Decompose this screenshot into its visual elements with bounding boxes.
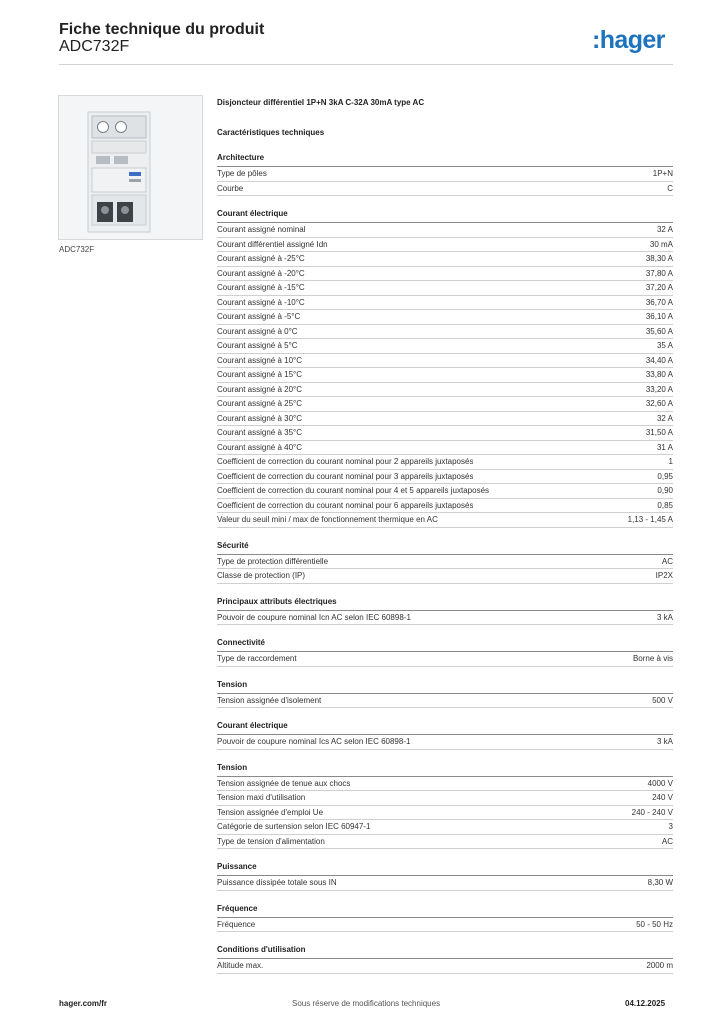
spec-row xyxy=(217,918,673,933)
spec-value: 8,30 W xyxy=(647,878,673,887)
spec-row xyxy=(217,735,673,750)
spec-label: Type de protection différentielle xyxy=(217,556,329,566)
spec-label: Courant assigné à -15°C xyxy=(217,283,305,292)
spec-label: Courant assigné à -5°C xyxy=(217,312,301,321)
spec-row xyxy=(217,310,673,325)
spec-label: Fréquence xyxy=(217,919,256,929)
spec-row xyxy=(217,412,673,427)
spec-row xyxy=(217,354,673,369)
spec-label: Courant assigné à 15°C xyxy=(217,370,303,379)
spec-section xyxy=(217,540,673,584)
spec-label: Coefficient de correction du courant nominal pour 4 et 5 appareils juxtaposés xyxy=(217,486,490,495)
spec-label: Courant assigné à 0°C xyxy=(217,326,298,336)
spec-label: Courant assigné à 20°C xyxy=(217,384,303,394)
section-title: Courant électrique xyxy=(217,208,673,223)
spec-value: 38,30 A xyxy=(645,254,673,263)
spec-label: Classe de protection (IP) xyxy=(217,571,306,580)
spec-row xyxy=(217,252,673,267)
spec-row xyxy=(217,426,673,441)
spec-row xyxy=(217,325,673,340)
section-title: Puissance xyxy=(217,861,673,876)
spec-value: 240 V xyxy=(652,793,673,802)
spec-section xyxy=(217,762,673,850)
spec-row xyxy=(217,397,673,412)
spec-value: 240 - 240 V xyxy=(631,807,673,817)
caracteristiques-heading: Caractéristiques techniques xyxy=(217,128,325,137)
spec-label: Valeur du seuil mini / max de fonctionnement thermique en AC xyxy=(217,515,438,524)
spec-row xyxy=(217,777,673,792)
spec-label: Courbe xyxy=(217,183,244,193)
spec-label: Type de raccordement xyxy=(217,654,297,663)
footer-date: 04.12.2025 xyxy=(625,999,666,1008)
spec-row xyxy=(217,182,673,197)
section-title: Fréquence xyxy=(217,903,673,918)
spec-row xyxy=(217,499,673,514)
spec-label: Courant assigné à 30°C xyxy=(217,413,303,423)
spec-value: 32 A xyxy=(656,413,673,423)
spec-label: Tension assignée de tenue aux chocs xyxy=(217,778,351,788)
spec-row xyxy=(217,806,673,821)
spec-section xyxy=(217,944,673,974)
spec-value: 31 A xyxy=(656,442,673,452)
spec-label: Coefficient de correction du courant nominal pour 6 appareils juxtaposés xyxy=(217,500,474,510)
spec-sections xyxy=(217,152,673,974)
spec-value: 4000 V xyxy=(647,778,673,788)
spec-row xyxy=(217,513,673,528)
spec-value: 0,90 xyxy=(657,486,673,495)
spec-row xyxy=(217,167,673,182)
spec-label: Pouvoir de coupure nominal Ics AC selon IEC 60898-1 xyxy=(217,737,411,746)
page-title: Fiche technique du produit xyxy=(59,21,265,38)
spec-value: 500 V xyxy=(652,695,673,705)
spec-value: 32,60 A xyxy=(645,399,673,408)
spec-value: AC xyxy=(661,556,673,566)
spec-label: Tension assignée d'isolement xyxy=(217,695,322,705)
spec-row xyxy=(217,820,673,835)
spec-value: 32 A xyxy=(656,225,673,234)
spec-value: 3 kA xyxy=(656,737,673,746)
spec-value: C xyxy=(667,183,673,193)
spec-value: Borne à vis xyxy=(632,654,673,663)
spec-value: 50 - 50 Hz xyxy=(636,919,673,929)
spec-label: Coefficient de correction du courant nominal pour 2 appareils juxtaposés xyxy=(217,457,474,466)
spec-value: 36,70 A xyxy=(645,297,673,307)
spec-row xyxy=(217,223,673,238)
spec-row xyxy=(217,339,673,354)
spec-value: AC xyxy=(661,836,673,846)
spec-value: 33,20 A xyxy=(645,384,673,394)
spec-value: 35 A xyxy=(656,341,673,350)
header-divider xyxy=(59,64,673,65)
spec-label: Tension maxi d'utilisation xyxy=(217,793,306,802)
image-caption: ADC732F xyxy=(59,245,95,254)
spec-value: 3 xyxy=(668,822,673,831)
spec-value: 36,10 A xyxy=(645,312,673,321)
spec-row xyxy=(217,441,673,456)
spec-value: 3 kA xyxy=(656,612,673,622)
hager-logo xyxy=(592,24,676,58)
spec-value: 1,13 - 1,45 A xyxy=(627,515,673,524)
spec-row xyxy=(217,876,673,891)
spec-section xyxy=(217,861,673,891)
section-title: Tension xyxy=(217,679,673,694)
spec-row xyxy=(217,267,673,282)
spec-value: 30 mA xyxy=(649,239,673,249)
spec-row xyxy=(217,959,673,974)
spec-label: Courant assigné nominal xyxy=(217,225,306,234)
spec-value: IP2X xyxy=(655,571,673,580)
spec-label: Puissance dissipée totale sous IN xyxy=(217,878,337,887)
spec-label: Tension assignée d'emploi Ue xyxy=(217,807,324,817)
spec-content xyxy=(217,96,673,974)
spec-label: Courant différentiel assigné Idn xyxy=(217,239,328,249)
spec-row xyxy=(217,555,673,570)
spec-value: 1P+N xyxy=(652,169,673,178)
spec-value: 37,20 A xyxy=(645,283,673,292)
spec-row xyxy=(217,296,673,311)
spec-label: Courant assigné à 40°C xyxy=(217,442,303,452)
spec-label: Courant assigné à -10°C xyxy=(217,297,305,307)
spec-row xyxy=(217,238,673,253)
product-image xyxy=(58,95,203,240)
spec-label: Courant assigné à 10°C xyxy=(217,355,303,365)
spec-label: Courant assigné à -25°C xyxy=(217,254,305,263)
spec-label: Catégorie de surtension selon IEC 60947-1 xyxy=(217,822,371,831)
spec-value: 37,80 A xyxy=(645,268,673,278)
spec-value: 31,50 A xyxy=(645,428,673,437)
spec-section xyxy=(217,152,673,196)
spec-value: 0,95 xyxy=(657,471,673,481)
hager-logo-text: :hager xyxy=(592,26,665,54)
spec-section xyxy=(217,903,673,933)
spec-value: 0,85 xyxy=(657,500,673,510)
spec-value: 1 xyxy=(668,457,673,466)
section-title: Tension xyxy=(217,762,673,777)
section-title: Sécurité xyxy=(217,540,673,555)
spec-row xyxy=(217,611,673,626)
spec-label: Coefficient de correction du courant nominal pour 3 appareils juxtaposés xyxy=(217,471,474,481)
spec-section xyxy=(217,679,673,709)
spec-label: Pouvoir de coupure nominal Icn AC selon IEC 60898-1 xyxy=(217,612,411,622)
spec-row xyxy=(217,484,673,499)
section-title: Courant électrique xyxy=(217,720,673,735)
spec-section xyxy=(217,720,673,750)
product-description: Disjoncteur différentiel 1P+N 3kA C-32A 30mA type AC xyxy=(217,98,425,107)
spec-row xyxy=(217,470,673,485)
spec-row xyxy=(217,455,673,470)
spec-label: Courant assigné à -20°C xyxy=(217,268,305,278)
spec-row xyxy=(217,694,673,709)
spec-row xyxy=(217,569,673,584)
spec-value: 2000 m xyxy=(646,961,673,970)
spec-section xyxy=(217,596,673,626)
footer-notice: Sous réserve de modifications techniques xyxy=(292,999,441,1008)
spec-label: Altitude max. xyxy=(217,961,264,970)
spec-row xyxy=(217,835,673,850)
spec-row xyxy=(217,652,673,667)
spec-row xyxy=(217,281,673,296)
section-title: Connectivité xyxy=(217,637,673,652)
spec-label: Type de pôles xyxy=(217,169,267,178)
spec-value: 33,80 A xyxy=(645,370,673,379)
section-title: Principaux attributs électriques xyxy=(217,596,673,611)
spec-section xyxy=(217,208,673,528)
spec-value: 35,60 A xyxy=(645,326,673,336)
spec-label: Courant assigné à 25°C xyxy=(217,399,303,408)
spec-label: Type de tension d'alimentation xyxy=(217,836,325,846)
spec-row xyxy=(217,383,673,398)
spec-label: Courant assigné à 35°C xyxy=(217,428,303,437)
circuit-breaker-illustration xyxy=(59,96,202,239)
section-title: Conditions d'utilisation xyxy=(217,944,673,959)
spec-section xyxy=(217,637,673,667)
spec-row xyxy=(217,368,673,383)
spec-value: 34,40 A xyxy=(645,355,673,365)
footer-website[interactable]: hager.com/fr xyxy=(59,999,108,1008)
section-title: Architecture xyxy=(217,152,673,167)
product-reference: ADC732F xyxy=(59,38,130,55)
spec-label: Courant assigné à 5°C xyxy=(217,341,298,350)
spec-row xyxy=(217,791,673,806)
